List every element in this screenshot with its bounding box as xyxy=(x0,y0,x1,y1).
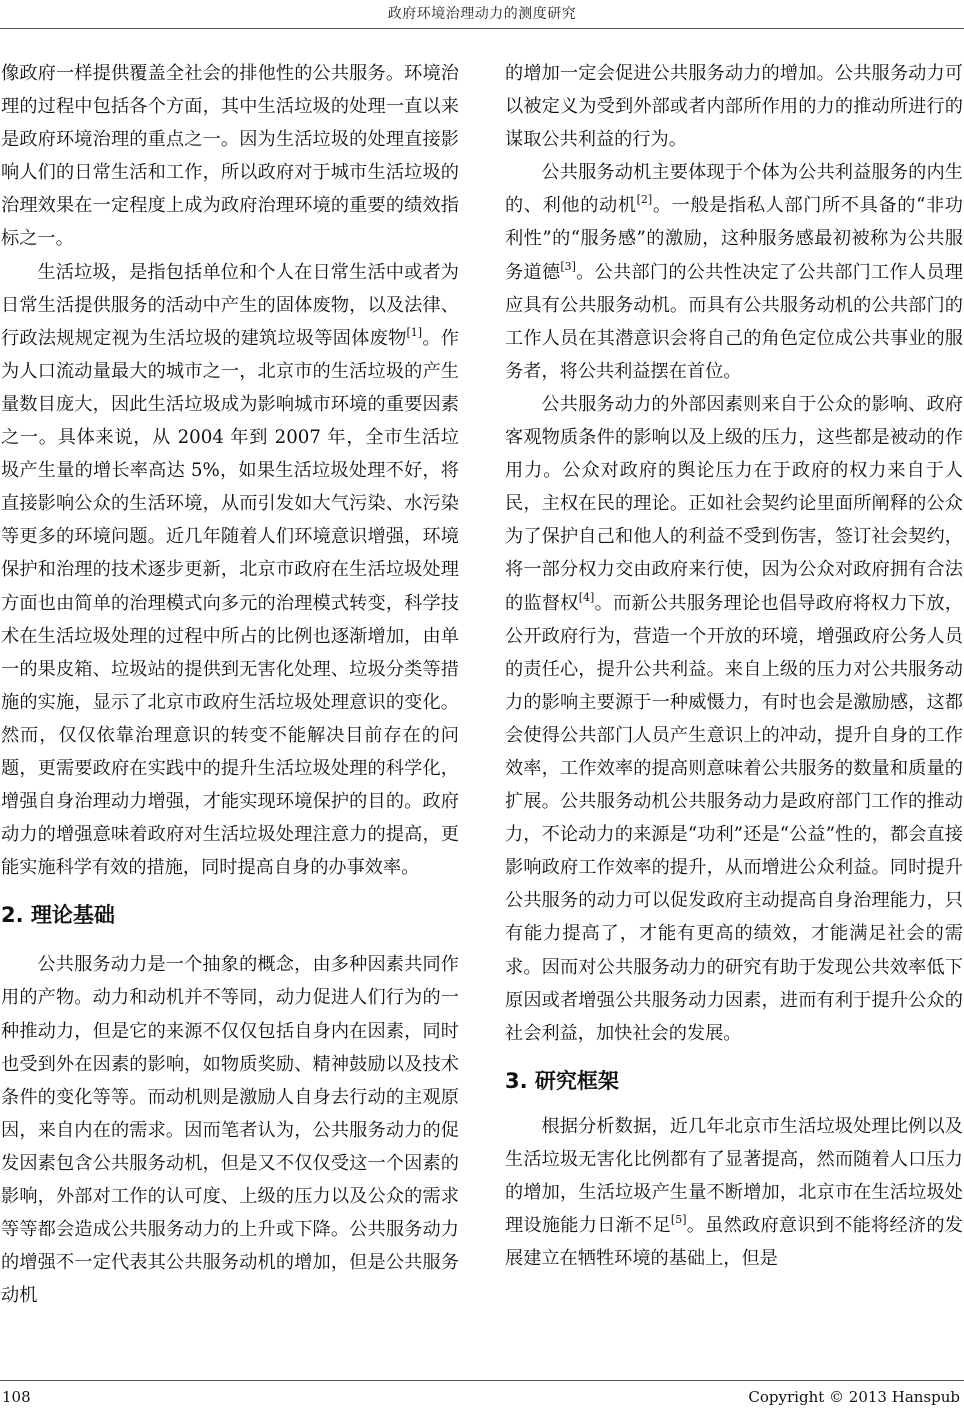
paragraph: 像政府一样提供覆盖全社会的排他性的公共服务。环境治理的过程中包括各个方面，其中生活垃圾的处理一直以来是政府环境治理的重点之一。因为生活垃圾的处理直接影响人们的日常生活和工作，所以政府对于城市生活垃圾的治理效果在一定程度上成为政府治理环境的重要的绩效指标之一。 xyxy=(1,63,459,250)
paragraph-text: 根据分析数据，近几年北京市生活垃圾处理比例以及生活垃圾无害化比例都有了显著提高，然而随着人口压力的增加，生活垃圾产生量不断增加，北京市在生活垃圾处理设施能力日渐不足 xyxy=(505,1115,963,1237)
page-number: 108 xyxy=(2,1388,31,1406)
section-heading: 2. 理论基础 xyxy=(1,903,115,928)
footer-divider xyxy=(0,1380,964,1381)
paragraph-text: 。而新公共服务理论也倡导政府将权力下放，公开政府行为，营造一个开放的环境，增强政府公务人员的责任心，提升公共利益。来自上级的压力对公共服务动力的影响主要源于一种威慑力，有时也会是激励感，这都会使得公共部门人员产生意识上的冲动，提升自身的工作效率，工作效率的提高则意味着公共服务的数量和质量的扩展。公共服务动机公共服务动力是政府部门工作的推动力，不论动力的来源是“功利”还是“公益”性的，都会直接影响政府工作效率的提升，从而增进公众利益。同时提升公共服务的动力可以促发政府主动提高自身治理能力，只有能力提高了，才能有更高的绩效，才能满足社会的需求。因而对公共服务动力的研究有助于发现公共效率低下原因或者增强公共服务动力因素，进而有利于提升公众的社会利益，加快社会的发展。 xyxy=(505,592,963,1044)
copyright-notice: Copyright © 2013 Hanspub xyxy=(748,1388,960,1406)
citation-ref[interactable]: [5] xyxy=(670,1213,687,1227)
paragraph: 的增加一定会促进公共服务动力的增加。公共服务动力可以被定义为受到外部或者内部所作用的力的推动所进行的谋取公共利益的行为。 xyxy=(505,63,963,151)
paragraph: 公共服务动力是一个抽象的概念，由多种因素共同作用的产物。动力和动机并不等同，动力促进人们行为的一种推动力，但是它的来源不仅仅包括自身内在因素，同时也受到外在因素的影响，如物质奖励、精神鼓励以及技术条件的变化等等。而动机则是激励人自身去行动的主观原因，来自内在的需求。因而笔者认为，公共服务动力的促发因素包含公共服务动机，但是又不仅仅受这一个因素的影响，外部对工作的认可度、上级的压力以及公众的需求等等都会造成公共服务动力的上升或下降。公共服务动力的增强不一定代表其公共服务动机的增加，但是公共服务动机 xyxy=(1,954,459,1307)
paragraph xyxy=(505,156,963,388)
left-column xyxy=(1,57,459,1312)
paragraph-text: 。公共部门的公共性决定了公共部门工作人员理应具有公共服务动机。而具有公共服务动机的公共部门的工作人员在其潜意识会将自己的角色定位成公共事业的服务者，将公共利益摆在首位。 xyxy=(505,261,963,382)
paragraph-text: 。一般是指私人部门所不具备的“非功利性”的“服务感”的激励，这种服务感最初被称为公共服务道德 xyxy=(505,195,963,283)
paragraph-text: 生活垃圾，是指包括单位和个人在日常生活中或者为日常生活提供服务的活动中产生的固体废物，以及法律、行政法规规定视为生活垃圾的建筑垃圾等固体废物 xyxy=(1,261,459,349)
citation-ref[interactable]: [1] xyxy=(406,325,423,339)
section-heading: 3. 研究框架 xyxy=(505,1068,619,1093)
citation-ref[interactable]: [2] xyxy=(636,193,653,207)
paragraph-text: 公共服务动力的外部因素则来自于公众的影响、政府客观物质条件的影响以及上级的压力，这些都是被动的作用力。公众对政府的舆论压力在于政府的权力来自于人民，主权在民的理论。正如社会契约论里面所阐释的公众为了保护自己和他人的利益不受到伤害，签订社会契约，将一部分权力交由政府来行使，因为公众对政府拥有合法的监督权 xyxy=(505,393,963,614)
paragraph xyxy=(1,256,459,885)
citation-ref[interactable]: [4] xyxy=(578,590,595,604)
paragraph-text: 公共服务动机主要体现于个体为公共利益服务的内生的、利他的动机 xyxy=(505,162,963,217)
paragraph-text: 。作为人口流动量最大的城市之一，北京市的生活垃圾的产生量数目庞大，因此生活垃圾成为影响城市环境的重要因素之一。具体来说，从 2004 年到 2007 年，全市生活垃圾产生量的增长率高达 5%，如果生活垃圾处理不好，将直接影响公众的生活环境，从而引发如大气污染、水污染等更多的环境问题。近几年随着人们环境意识增强，环境保护和治理的技术逐步更新，北京市政府在生活垃圾处理方面也由简单的治理模式向多元的治理模式转变，科学技术在生活垃圾处理的过程中所占的比例也逐渐增加，由单一的果皮箱、垃圾站的提供到无害化处理、垃圾分类等措施的实施，显示了北京市政府生活垃圾处理意识的变化。然而，仅仅依靠治理意识的转变不能解决目前存在的问题，更需要政府在实践中的提升生活垃圾处理的科学化，增强自身治理动力增强，才能实现环境保护的目的。政府动力的增强意味着政府对生活垃圾处理注意力的提高，更能实施科学有效的措施，同时提高自身的办事效率。 xyxy=(1,327,459,879)
citation-ref[interactable]: [3] xyxy=(560,259,576,273)
header-divider xyxy=(0,28,964,29)
right-column xyxy=(505,57,963,1275)
paragraph-text: 。虽然政府意识到不能将经济的发展建立在牺牲环境的基础上，但是 xyxy=(505,1215,963,1270)
running-header: 政府环境治理动力的测度研究 xyxy=(387,6,577,22)
paragraph xyxy=(505,1110,963,1275)
paragraph xyxy=(505,388,963,1050)
